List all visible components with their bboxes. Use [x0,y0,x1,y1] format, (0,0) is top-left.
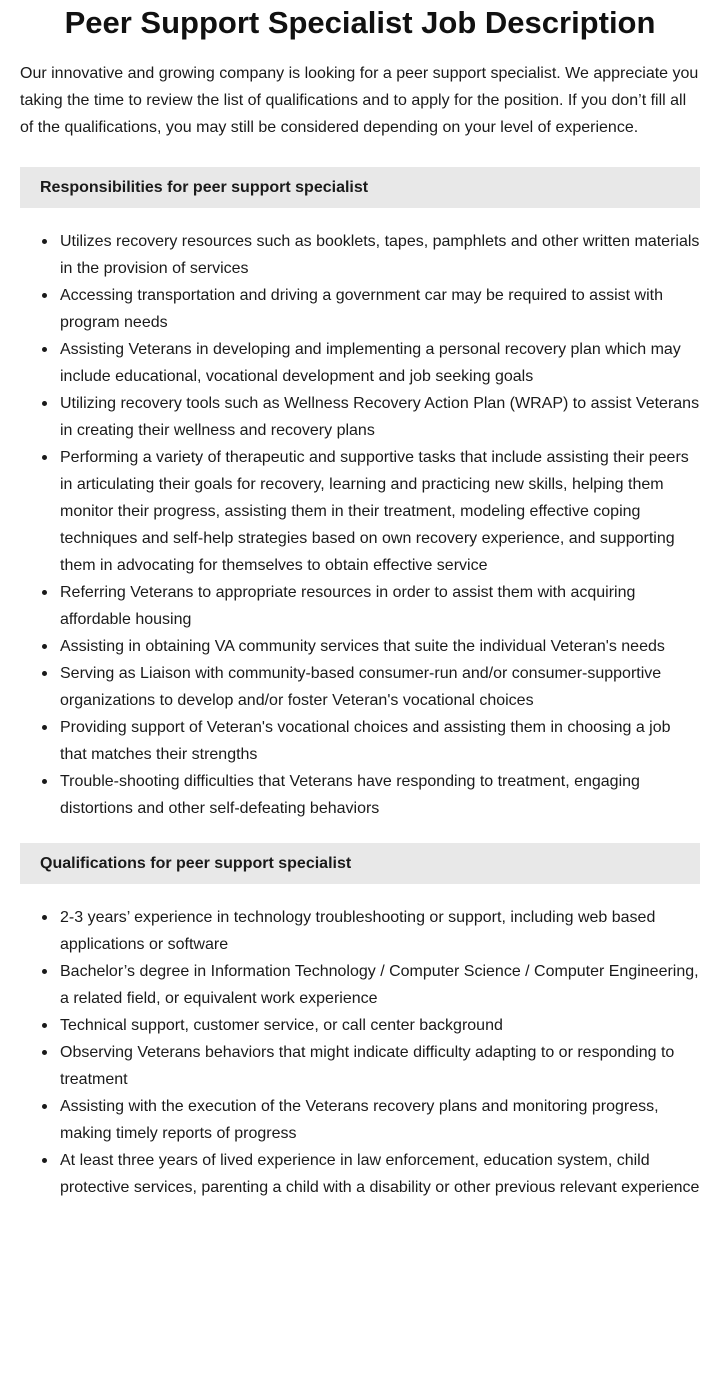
responsibility-item: Performing a variety of therapeutic and supportive tasks that include assisting their peers in articulating their goals for recovery, learning and practicing new skills, helping them monitor their progress, assisting them in their treatment, modeling effective coping techniques and self-help strategies based on own recovery experience, and supporting them in advocating for themselves to obtain effective service [20,444,700,579]
qualification-item: At least three years of lived experience in law enforcement, education system, child protective services, parenting a child with a disability or other previous relevant experience [20,1147,700,1201]
responsibility-item: Providing support of Veteran's vocational choices and assisting them in choosing a job that matches their strengths [20,714,700,768]
qualification-item: 2-3 years’ experience in technology troubleshooting or support, including web based applications or software [20,904,700,958]
qualifications-list [20,904,700,1201]
responsibility-item: Accessing transportation and driving a government car may be required to assist with program needs [20,282,700,336]
qualifications-heading: Qualifications for peer support specialist [20,843,700,884]
responsibility-item: Assisting in obtaining VA community services that suite the individual Veteran's needs [20,633,700,660]
qualification-item: Technical support, customer service, or call center background [20,1012,700,1039]
responsibility-item: Referring Veterans to appropriate resources in order to assist them with acquiring affordable housing [20,579,700,633]
qualification-item: Observing Veterans behaviors that might indicate difficulty adapting to or responding to treatment [20,1039,700,1093]
qualification-item: Bachelor’s degree in Information Technology / Computer Science / Computer Engineering, a related field, or equivalent work experience [20,958,700,1012]
page-title: Peer Support Specialist Job Description [64,5,656,40]
intro-paragraph: Our innovative and growing company is looking for a peer support specialist. We appreciate you taking the time to review the list of qualifications and to apply for the position. If you don’t fill all of the qualifications, you may still be considered depending on your level of experience. [20,65,699,136]
qualification-item: Assisting with the execution of the Veterans recovery plans and monitoring progress, making timely reports of progress [20,1093,700,1147]
responsibility-item: Utilizing recovery tools such as Wellness Recovery Action Plan (WRAP) to assist Veterans in creating their wellness and recovery plans [20,390,700,444]
responsibility-item: Trouble-shooting difficulties that Veterans have responding to treatment, engaging distortions and other self-defeating behaviors [20,768,700,822]
responsibilities-heading: Responsibilities for peer support specialist [20,167,700,208]
responsibilities-list [20,228,700,822]
responsibility-item: Utilizes recovery resources such as booklets, tapes, pamphlets and other written materials in the provision of services [20,228,700,282]
responsibility-item: Serving as Liaison with community-based consumer-run and/or consumer-supportive organizations to develop and/or foster Veteran's vocational choices [20,660,700,714]
responsibility-item: Assisting Veterans in developing and implementing a personal recovery plan which may include educational, vocational development and job seeking goals [20,336,700,390]
